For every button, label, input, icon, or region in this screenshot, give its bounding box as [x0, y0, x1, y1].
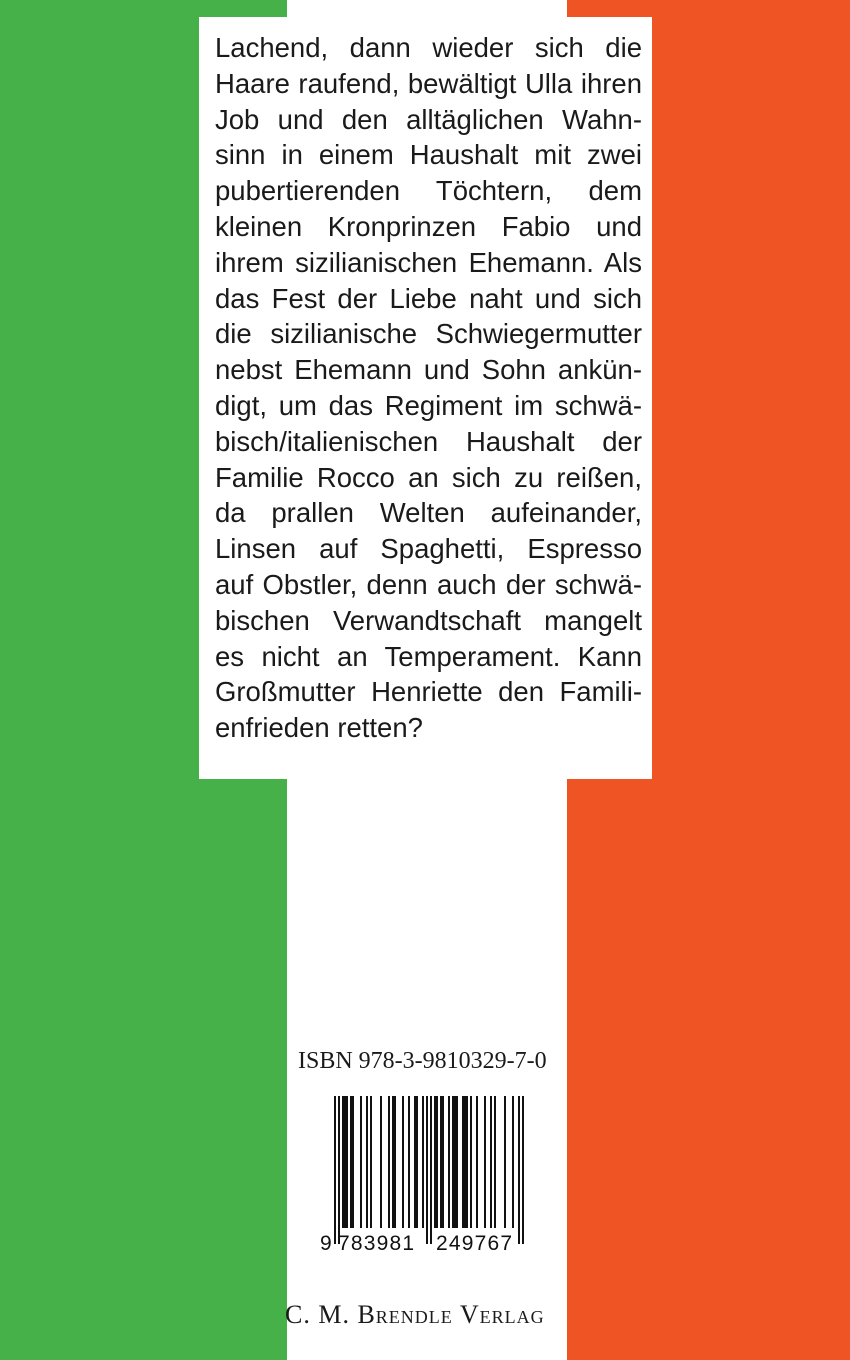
barcode-bar — [366, 1096, 368, 1228]
blurb-line: pubertierenden Töchtern, dem — [215, 175, 642, 207]
barcode-bar — [442, 1096, 444, 1228]
barcode-bar — [454, 1096, 456, 1228]
barcode-bar — [408, 1096, 410, 1228]
barcode-bar — [334, 1096, 336, 1244]
barcode-bar — [394, 1096, 396, 1228]
barcode-bar — [360, 1096, 362, 1228]
blurb-line: bischen Verwandtschaft mangelt — [215, 604, 642, 636]
barcode-bar — [522, 1096, 524, 1244]
blurb-line: nebst Ehemann und Sohn ankün- — [215, 354, 642, 386]
blurb-line: ihrem sizilianischen Ehemann. Als — [215, 246, 642, 278]
barcode-bar — [370, 1096, 372, 1228]
blurb-line: die sizilianische Schwiegermutter — [215, 318, 642, 350]
barcode-bar — [416, 1096, 418, 1228]
barcode-bar — [352, 1096, 354, 1228]
barcode-bar — [466, 1096, 468, 1228]
blurb-line: sinn in einem Haushalt mit zwei — [215, 139, 642, 171]
blurb-line: Familie Rocco an sich zu reißen, — [215, 461, 642, 493]
barcode-bar — [464, 1096, 466, 1228]
barcode-bar — [388, 1096, 390, 1228]
blurb-text-box — [199, 17, 652, 779]
barcode-bar — [346, 1096, 348, 1228]
barcode-bar — [484, 1096, 486, 1228]
barcode-bar — [402, 1096, 404, 1228]
barcode-bar — [494, 1096, 496, 1228]
barcode-bar — [490, 1096, 492, 1228]
isbn-label: ISBN 978-3-9810329-7-0 — [298, 1048, 547, 1074]
blurb-line: Linsen auf Spaghetti, Espresso — [215, 533, 642, 565]
barcode-right-digits: 249767 — [436, 1232, 514, 1255]
blurb-line: digt, um das Regiment im schwä- — [215, 389, 642, 421]
barcode-left-digits: 783981 — [338, 1232, 416, 1255]
barcode-bar — [440, 1096, 442, 1228]
blurb-line: Großmutter Henriette den Famili- — [215, 676, 642, 708]
publisher-name: C. M. Brendle Verlag — [285, 1300, 545, 1329]
barcode-bar — [452, 1096, 454, 1228]
barcode-bar — [422, 1096, 424, 1228]
barcode-bar — [518, 1096, 520, 1244]
blurb-line: das Fest der Liebe naht und sich — [215, 282, 642, 314]
barcode-bar — [456, 1096, 458, 1228]
blurb-line: da prallen Welten aufeinander, — [215, 497, 642, 529]
barcode-bar — [448, 1096, 450, 1228]
barcode-bar — [434, 1096, 436, 1228]
barcode-bar — [476, 1096, 478, 1228]
blurb-line: Job und den alltäglichen Wahn- — [215, 103, 642, 135]
barcode — [318, 1092, 538, 1262]
blurb-line: es nicht an Temperament. Kann — [215, 640, 642, 672]
barcode-bar — [504, 1096, 506, 1228]
barcode-first-digit: 9 — [320, 1232, 332, 1255]
barcode-bar — [344, 1096, 346, 1228]
barcode-bar — [350, 1096, 352, 1228]
barcode-bar — [430, 1096, 432, 1244]
barcode-bar — [342, 1096, 344, 1228]
barcode-bar — [338, 1096, 340, 1244]
barcode-bar — [414, 1096, 416, 1228]
blurb-line: auf Obstler, denn auch der schwä- — [215, 568, 642, 600]
barcode-bar — [462, 1096, 464, 1228]
blurb-line: bisch/italienischen Haushalt der — [215, 425, 642, 457]
barcode-bars — [334, 1096, 524, 1244]
barcode-graphic — [318, 1092, 538, 1262]
barcode-bar — [470, 1096, 472, 1228]
blurb-line: Lachend, dann wieder sich die — [215, 32, 642, 63]
barcode-bar — [512, 1096, 514, 1228]
barcode-bar — [380, 1096, 382, 1228]
barcode-bar — [426, 1096, 428, 1244]
barcode-bar — [392, 1096, 394, 1228]
barcode-bar — [436, 1096, 438, 1228]
blurb-line: enfrieden retten? — [215, 712, 423, 744]
blurb-line: kleinen Kronprinzen Fabio und — [215, 210, 642, 242]
blurb-line: Haare raufend, bewältigt Ulla ihren — [215, 67, 642, 99]
